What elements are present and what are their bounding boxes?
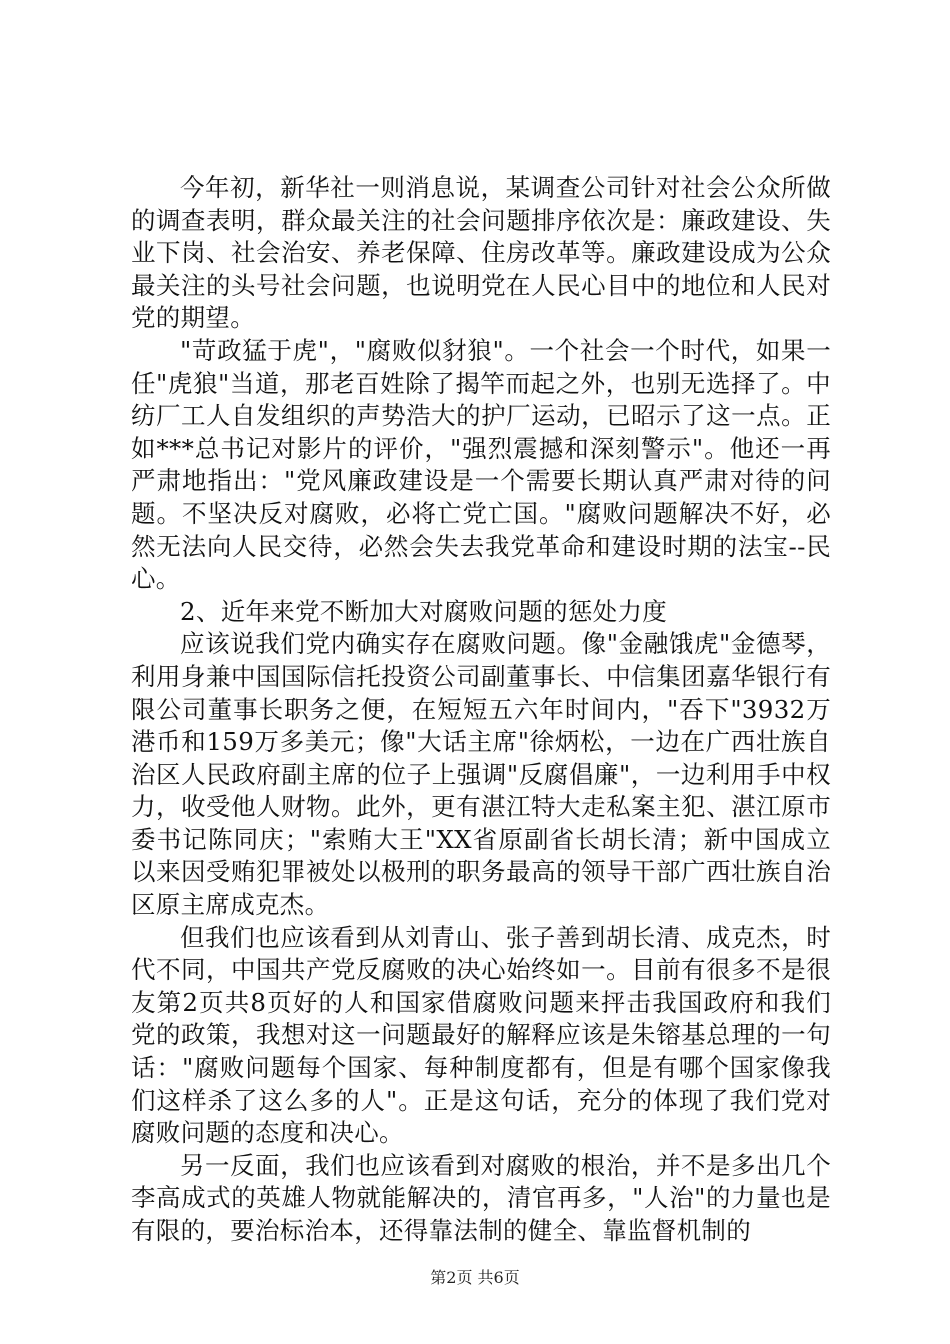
- paragraph-tyranny-quote: "苛政猛于虎"，"腐败似豺狼"。一个社会一个时代，如果一任"虎狼"当道，那老百姓除了揭竿而起之外，也别无选择了。中纺厂工人自发组织的声势浩大的护厂运动，已昭示了这一点。正如***总书记对影片的评价，"强烈震撼和深刻警示"。他还一再严肃地指出："党风廉政建设是一个需要长期认真严肃对待的问题。不坚决反对腐败，必将亡党亡国。"腐败问题解决不好，必然无法向人民交待，必然会失去我党革命和建设时期的法宝--民心。: [131, 335, 831, 594]
- page-footer: 第2页 共6页: [430, 1268, 520, 1287]
- paragraph-public-survey: 今年初，新华社一则消息说，某调查公司针对社会公众所做的调查表明，群众最关注的社会问题排序依次是：廉政建设、失业下岗、社会治安、养老保障、住房改革等。廉政建设成为公众最关注的头号社会问题，也说明党在人民心目中的地位和人民对党的期望。: [131, 173, 831, 333]
- paragraph-rule-of-law: 另一反面，我们也应该看到对腐败的根治，并不是多出几个李高成式的英雄人物就能解决的，清官再多，"人治"的力量也是有限的，要治标治本，还得靠法制的健全、靠监督机制的: [131, 1150, 831, 1245]
- paragraph-corruption-cases: 应该说我们党内确实存在腐败问题。像"金融饿虎"金德琴，利用身兼中国国际信托投资公司副董事长、中信集团嘉华银行有限公司董事长职务之便，在短短五六年时间内，"吞下"3932万港币和159万多美元；像"大话主席"徐炳松，一边在广西壮族自治区人民政府副主席的位子上强调"反腐倡廉"，一边利用手中权力，收受他人财物。此外，更有湛江特大走私案主犯、湛江原市委书记陈同庆；"索贿大王"XX省原副省长胡长清；新中国成立以来因受贿犯罪被处以极刑的职务最高的领导干部广西壮族自治区原主席成克杰。: [131, 629, 831, 920]
- paragraph-anti-corruption-resolve: 但我们也应该看到从刘青山、张子善到胡长清、成克杰，时代不同，中国共产党反腐败的决心始终如一。目前有很多不是很友第2页共8页好的人和国家借腐败问题来抨击我国政府和我们党的政策，我想对这一问题最好的解释应该是朱镕基总理的一句话："腐败问题每个国家、每种制度都有，但是有哪个国家像我们这样杀了这么多的人"。正是这句话，充分的体现了我们党对腐败问题的态度和决心。: [131, 922, 831, 1148]
- document-body: [131, 172, 831, 1248]
- section-heading-punishment: 2、近年来党不断加大对腐败问题的惩处力度: [180, 596, 668, 626]
